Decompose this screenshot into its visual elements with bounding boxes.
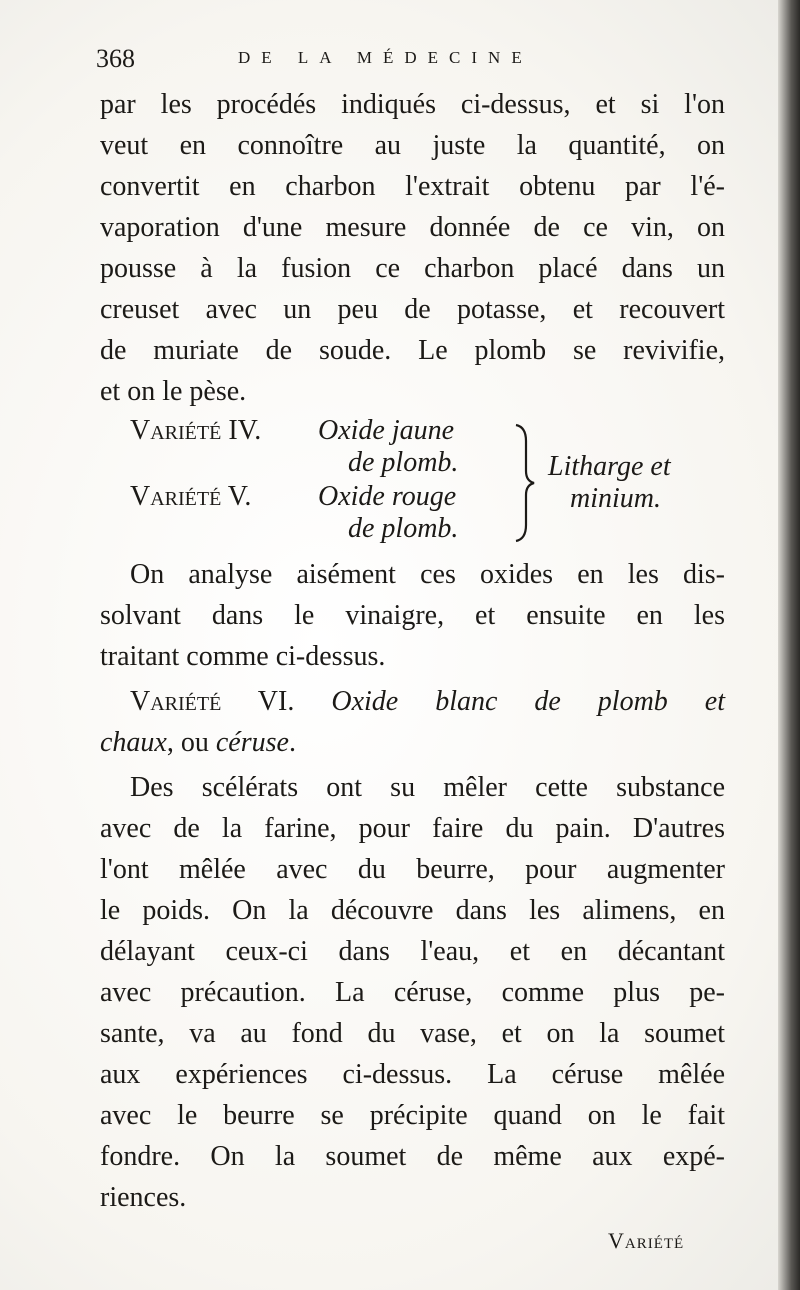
variety-iv-name-line2: de plomb.: [348, 447, 459, 478]
variety-iv-label: Variété IV.: [130, 415, 262, 446]
variety-v-name-line2: de plomb.: [348, 513, 459, 544]
text-line: traitant comme ci-dessus.: [100, 641, 386, 672]
paragraph-oxide-analysis: [100, 554, 725, 677]
variety-vi-label: Variété VI.: [130, 686, 295, 717]
text-line: avec le beurre se précipite quand on le fait: [100, 1100, 725, 1131]
common-name-line1: Litharge et: [548, 451, 671, 482]
text-line: par les procédés indiqués ci-dessus, et si l'on: [100, 89, 725, 120]
curly-brace-icon: [510, 423, 538, 543]
text-line: veut en connoître au juste la quantité, on: [100, 130, 725, 161]
common-name-line2: minium.: [570, 483, 661, 514]
text-line: aux expériences ci-dessus. La céruse mêlée: [100, 1059, 725, 1090]
page-gutter-shadow: [778, 0, 800, 1290]
variety-vi-line1: [100, 681, 725, 722]
variety-v-name-line1: Oxide rouge: [318, 481, 457, 512]
text-line: avec de la farine, pour faire du pain. D'autres: [100, 813, 725, 844]
variety-vi-alt-name: céruse: [215, 727, 289, 758]
text-line: creuset avec un peu de potasse, et recouvert: [100, 294, 725, 325]
paragraph-lead-assay: [100, 84, 725, 412]
text-line: l'ont mêlée avec du beurre, pour augmenter: [100, 854, 725, 885]
text-line: solvant dans le vinaigre, et ensuite en les: [100, 600, 725, 631]
paragraph-ceruse-fraud: [100, 767, 725, 1218]
text-line: On analyse aisément ces oxides en les dis-: [130, 559, 725, 590]
variety-vi-name: Oxide blanc de plomb et: [331, 686, 725, 717]
variety-vi-line2: [100, 722, 725, 763]
text-line: Des scélérats ont su mêler cette substance: [130, 772, 725, 803]
text-line: sante, va au fond du vase, et on la soumet: [100, 1018, 725, 1049]
variety-iv-name-line1: Oxide jaune: [318, 415, 455, 446]
variety-vi-period: .: [288, 727, 296, 758]
text-line: de muriate de soude. Le plomb se revivifie,: [100, 335, 725, 366]
text-line: vaporation d'une mesure donnée de ce vin, on: [100, 212, 725, 243]
variety-v-label: Variété V.: [130, 481, 252, 512]
variety-vi-heading: [100, 681, 725, 763]
running-title: DE LA MÉDECINE: [238, 48, 533, 67]
text-line: délayant ceux-ci dans l'eau, et en décantant: [100, 936, 725, 967]
text-line: riences.: [100, 1182, 187, 1213]
text-line: fondre. On la soumet de même aux expé-: [100, 1141, 725, 1172]
page-header: [96, 44, 736, 80]
variety-vi-connector: , ou: [166, 727, 216, 758]
text-line: pousse à la fusion ce charbon placé dans un: [100, 253, 725, 284]
page-number: 368: [96, 44, 135, 73]
variety-vi-name-cont: chaux: [100, 727, 167, 758]
varieties-iv-v-block: [130, 415, 730, 550]
text-line: et on le pèse.: [100, 376, 247, 407]
catchword: Variété: [608, 1228, 685, 1253]
text-line: avec précaution. La céruse, comme plus pe-: [100, 977, 725, 1008]
text-line: le poids. On la découvre dans les alimens, en: [100, 895, 725, 926]
text-line: convertit en charbon l'extrait obtenu par l'é-: [100, 171, 725, 202]
